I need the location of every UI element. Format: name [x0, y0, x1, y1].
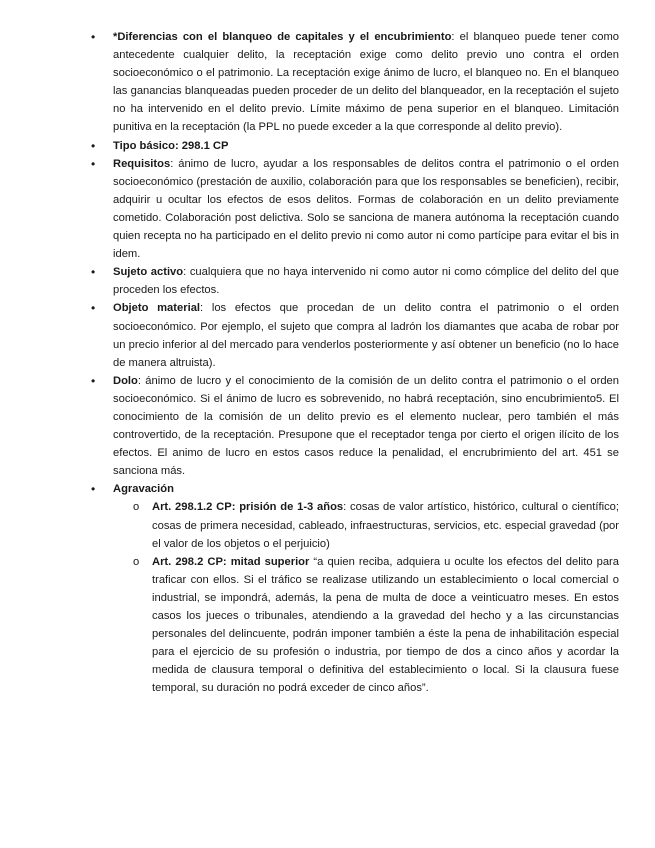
bullet-icon: • — [91, 301, 96, 316]
item-heading: Requisitos — [113, 157, 171, 170]
document-page — [0, 28, 655, 697]
list-item-agravacion — [91, 480, 620, 697]
sub-item-text: “a quien reciba, adquiera u oculte los efectos del delito para traficar con ellos. Si el tráfico se realizase utilizando un establecimiento o local comercial o industrial, se impondrá, además, la pena de multa de doce a veinticuatro meses. En estos casos los jueces o tribunales, atendiendo a la gravedad del hecho y a las circunstancias personales del delincuente, podrán imponer también a éste la pena de inhabilitación especial para el ejercicio de su profesión o industria, por tiempo de dos a cinco años y acordar la medida de clausura temporal o definitiva del establecimiento o local. Si la clausura fuese temporal, su duración no podrá exceder de cinco años”. — [152, 555, 619, 695]
item-text: : ánimo de lucro, ayudar a los responsables de delitos contra el patrimonio o el orden socioeconómico (prestación de auxilio, colaboración para que los responsables se beneficien), recibir, adquirir u ocultar los efectos de esos delitos. Formas de colaboración en un delito previamente cometido. Colaboración post delictiva. Solo se sanciona de manera autónoma la receptación cuando quien recepta no ha participado en el delito previo ni como autor ni como partícipe para evitar el bis in idem. — [113, 157, 619, 261]
sub-bullet-list — [113, 498, 619, 697]
list-item-sujeto-activo — [91, 263, 619, 299]
list-item-diferencias — [91, 28, 619, 137]
bullet-icon: • — [91, 156, 96, 171]
item-text: : ánimo de lucro y el conocimiento de la comisión de un delito contra el patrimonio o el orden socioeconómico. Si el ánimo de lucro es sobrevenido, no habrá receptación, sino encubrimiento5. El conocimiento de la comisión de un delito previo es el elemento nuclear, pero también el más controvertido, de la receptación. Presupone que el receptador tenga por cierto el origen ilícito de los efectos. El animo de lucro en estos casos reduce la penalidad, el encrubrimiento del art. 451 se sanciona más. — [113, 374, 619, 478]
sub-bullet-icon: o — [133, 555, 140, 568]
item-text: : cualquiera que no haya intervenido ni como autor ni como cómplice del delito del que proceden los efectos. — [113, 266, 619, 297]
bullet-icon: • — [91, 138, 96, 153]
item-heading: Agravación — [113, 483, 174, 496]
sub-item-heading: Art. 298.2 CP: mitad superior — [152, 555, 310, 568]
sub-item-art-298-2 — [133, 553, 619, 698]
item-heading: *Diferencias con el blanqueo de capitales y el encubrimiento — [113, 31, 452, 43]
list-item-objeto-material — [91, 299, 619, 371]
item-text: : el blanqueo puede tener como antecedente cualquier delito, la receptación exige como delito previo uno contra el orden socioeconómico o el patrimonio. La receptación exige ánimo de lucro, el blanqueo no. En el blanqueo las ganancias blanqueadas pueden proceder de un delito del blanqueador, en la receptación el sujeto no ha intervenido en el delito previo. Límite máximo de pena superior en el blanqueo. Limitación punitiva en la receptación (la PPL no puede exceder a la que corresponde al delito previo). — [113, 31, 619, 134]
item-heading: Tipo básico: 298.1 CP — [113, 139, 229, 152]
list-item-tipo-basico — [91, 137, 619, 155]
bullet-icon: • — [91, 373, 96, 388]
list-item-requisitos — [91, 155, 619, 264]
sub-item-art-298-1-2 — [133, 498, 620, 552]
item-heading: Dolo — [113, 374, 138, 387]
bullet-icon: • — [91, 30, 96, 44]
item-heading: Sujeto activo — [113, 266, 184, 279]
bullet-icon: • — [91, 482, 96, 497]
item-heading: Objeto material — [113, 302, 201, 315]
sub-bullet-icon: o — [133, 501, 140, 514]
item-text: : los efectos que procedan de un delito contra el patrimonio o el orden socioeconómico. Por ejemplo, el sujeto que compra al ladrón los diamantes que acaba de robar por un precio inferior al del mercado para venderlos posteriormente y así obtener un beneficio (no lo hace de manera altruista). — [113, 302, 619, 369]
main-bullet-list — [0, 28, 655, 697]
list-item-dolo — [91, 372, 619, 481]
sub-item-heading: Art. 298.1.2 CP: prisión de 1-3 años — [152, 501, 344, 514]
bullet-icon: • — [91, 265, 96, 280]
sub-item-text: : cosas de valor artístico, histórico, cultural o científico; cosas de primera necesidad, cableado, infraestructuras, servicios, etc. especial gravedad (por el valor de los objetos o el perjuicio) — [152, 501, 620, 550]
